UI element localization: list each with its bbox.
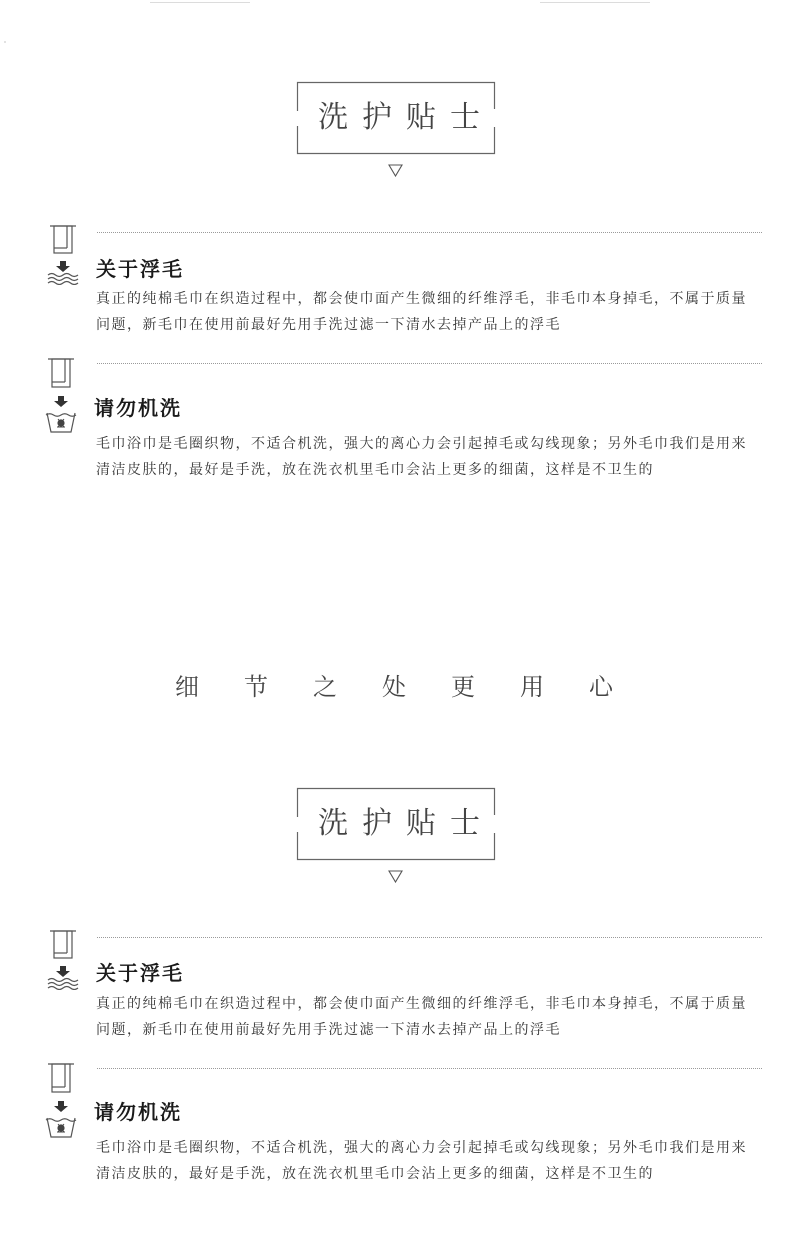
- tagline: 细节之处更用心: [175, 674, 658, 701]
- description-line: 真正的纯棉毛巾在织造过程中，都会使巾面产生微细的纤维浮毛，非毛巾本身掉毛，不属于质量: [96, 995, 747, 1011]
- item-description: [96, 430, 747, 482]
- item-description: [96, 285, 747, 337]
- description-line: 问题，新毛巾在使用前最好先用手洗过滤一下清水去掉产品上的浮毛: [96, 1021, 561, 1037]
- item-title: 请勿机洗: [94, 1102, 182, 1124]
- item-description: [96, 1134, 747, 1186]
- top-divider-left: [150, 2, 250, 3]
- section-heading: 洗护贴士: [318, 807, 494, 840]
- dotted-divider: [97, 363, 762, 364]
- towel-waves-icon: [46, 928, 80, 990]
- dotted-divider: [97, 1068, 762, 1069]
- top-divider-right: [540, 2, 650, 3]
- down-triangle-icon: [388, 870, 403, 883]
- corner-dot: [4, 41, 6, 43]
- dotted-divider: [97, 937, 762, 938]
- dotted-divider: [97, 232, 762, 233]
- description-line: 毛巾浴巾是毛圈织物，不适合机洗，强大的离心力会引起掉毛或勾线现象；另外毛巾我们是用来: [96, 435, 747, 451]
- item-title: 请勿机洗: [94, 398, 182, 420]
- down-triangle-icon: [388, 164, 403, 177]
- towel-waves-icon: [46, 223, 80, 285]
- care-section: [0, 80, 790, 500]
- towel-basin-icon: [43, 355, 79, 435]
- description-line: 毛巾浴巾是毛圈织物，不适合机洗，强大的离心力会引起掉毛或勾线现象；另外毛巾我们是用来: [96, 1139, 747, 1155]
- item-description: [96, 990, 747, 1042]
- description-line: 问题，新毛巾在使用前最好先用手洗过滤一下清水去掉产品上的浮毛: [96, 316, 561, 332]
- item-title: 关于浮毛: [96, 963, 184, 985]
- towel-basin-icon: [43, 1060, 79, 1140]
- item-title: 关于浮毛: [96, 259, 184, 281]
- section-heading: 洗护贴士: [318, 101, 494, 134]
- description-line: 清洁皮肤的，最好是手洗，放在洗衣机里毛巾会沾上更多的细菌，这样是不卫生的: [96, 1165, 654, 1181]
- care-section: [0, 786, 790, 1206]
- description-line: 真正的纯棉毛巾在织造过程中，都会使巾面产生微细的纤维浮毛，非毛巾本身掉毛，不属于质量: [96, 290, 747, 306]
- description-line: 清洁皮肤的，最好是手洗，放在洗衣机里毛巾会沾上更多的细菌，这样是不卫生的: [96, 461, 654, 477]
